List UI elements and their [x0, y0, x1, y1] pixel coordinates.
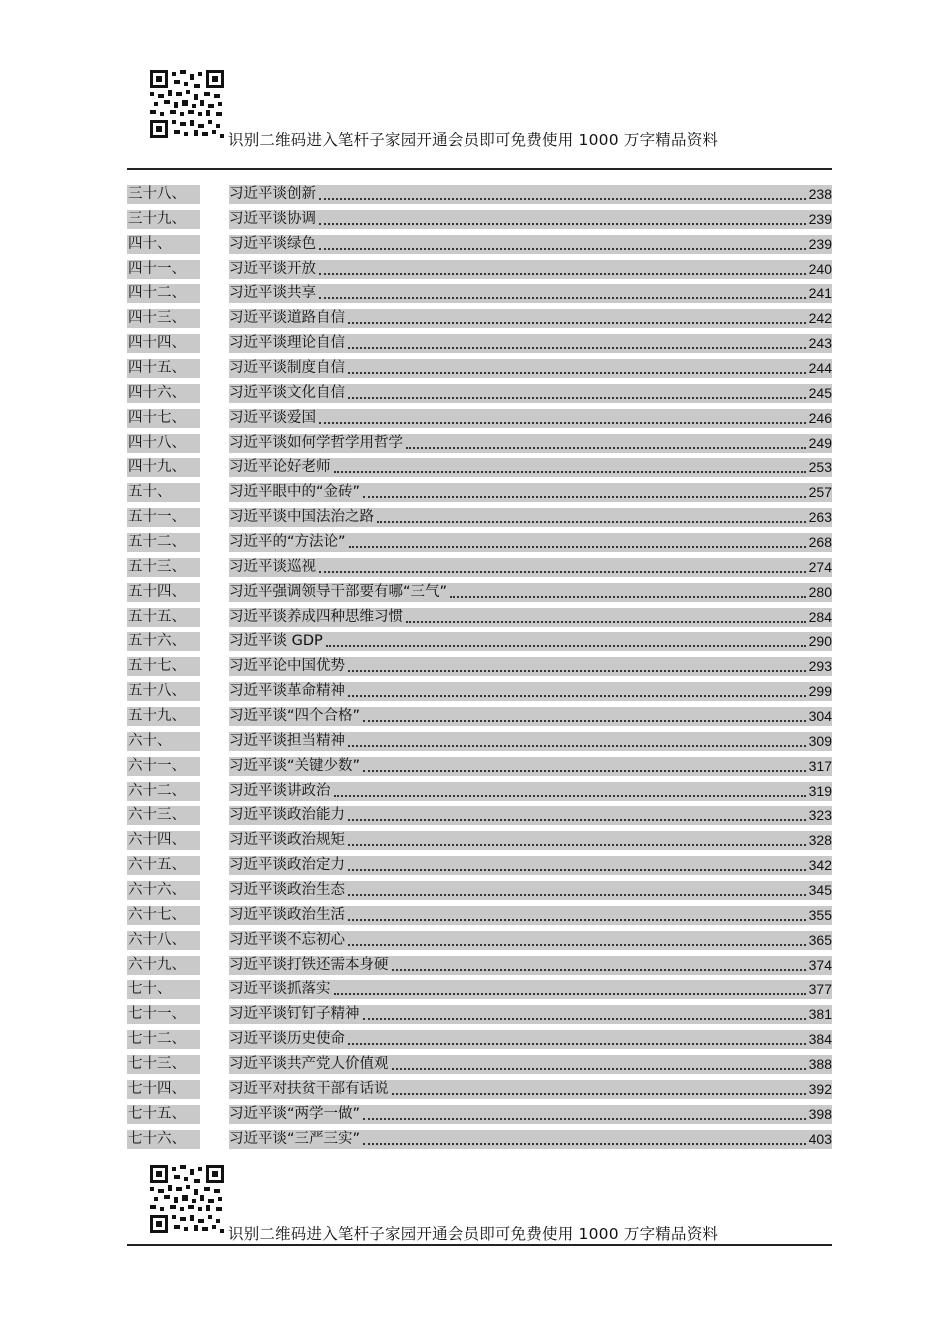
toc-row[interactable]: [127, 853, 832, 878]
toc-dot-leader: [332, 782, 808, 801]
toc-item-gap: [200, 334, 229, 353]
toc-item-page-number: 381: [808, 1006, 832, 1023]
toc-dot-leader: [332, 458, 808, 477]
toc-item-page-number: 392: [808, 1080, 832, 1097]
toc-item-page-number: 245: [808, 384, 832, 401]
toc-item-number: 七十四、: [127, 1080, 200, 1099]
toc-item-number: 七十、: [127, 980, 200, 999]
toc-item-title[interactable]: 习近平谈“三严三实”: [229, 1130, 361, 1147]
toc-item-title[interactable]: 习近平强调领导干部要有哪“三气”: [229, 583, 448, 600]
toc-dot-leader: [361, 483, 808, 502]
footer-rule: [127, 1244, 832, 1246]
toc-item-number: 四十一、: [127, 260, 200, 279]
toc-item-page-number: 384: [808, 1031, 832, 1048]
toc-dot-leader: [346, 831, 808, 850]
toc-dot-leader: [346, 931, 808, 950]
toc-item-number: 四十六、: [127, 384, 200, 403]
toc-dot-leader: [448, 583, 808, 602]
toc-item-gap: [200, 309, 229, 328]
toc-row[interactable]: [127, 679, 832, 704]
toc-item-title[interactable]: 习近平谈如何学哲学用哲学: [229, 434, 403, 451]
toc-dot-leader: [317, 210, 808, 229]
toc-row[interactable]: [127, 1002, 832, 1027]
toc-item-title[interactable]: 习近平谈“四个合格”: [229, 707, 361, 724]
toc-item-gap: [200, 657, 229, 676]
toc-item-title[interactable]: 习近平谈中国法治之路: [229, 509, 374, 526]
toc-item-page-number: 319: [808, 782, 832, 799]
toc-item-number: 六十三、: [127, 806, 200, 825]
toc-item-gap: [200, 931, 229, 950]
toc-item-number: 六十六、: [127, 881, 200, 900]
toc-item-number: 六十、: [127, 732, 200, 751]
toc-item-number: 四十三、: [127, 309, 200, 328]
toc-row[interactable]: [127, 903, 832, 928]
toc-dot-leader: [317, 409, 808, 428]
toc-item-title[interactable]: 习近平谈政治规矩: [229, 832, 345, 849]
toc-row[interactable]: [127, 356, 832, 381]
toc-item-page-number: 274: [808, 558, 832, 575]
toc-item-page-number: 290: [808, 633, 832, 650]
toc-row[interactable]: [127, 704, 832, 729]
toc-item-gap: [200, 284, 229, 303]
toc-item-gap: [200, 533, 229, 552]
toc-dot-leader: [390, 956, 808, 975]
toc-item-page-number: 345: [808, 881, 832, 898]
toc-dot-leader: [324, 632, 808, 651]
toc-row[interactable]: [127, 1077, 832, 1102]
toc-item-gap: [200, 980, 229, 999]
toc-dot-leader: [361, 1105, 808, 1124]
toc-item-page-number: 243: [808, 335, 832, 352]
toc-item-number: 七十五、: [127, 1105, 200, 1124]
toc-item-gap: [200, 682, 229, 701]
toc-row[interactable]: [127, 754, 832, 779]
toc-item-number: 五十六、: [127, 632, 200, 651]
toc-item-title[interactable]: 习近平论中国优势: [229, 658, 345, 675]
toc-item-title[interactable]: 习近平的“方法论”: [229, 533, 346, 550]
toc-item-title[interactable]: 习近平谈爱国: [229, 409, 316, 426]
toc-item-page-number: 263: [808, 509, 832, 526]
qr-code-icon: [150, 70, 224, 138]
qr-code-icon: [150, 1165, 224, 1233]
toc-row[interactable]: [127, 182, 832, 207]
header-banner-text: 识别二维码进入笔杆子家园开通会员即可免费使用 1000 万字精品资料: [228, 131, 719, 149]
toc-item-number: 五十八、: [127, 682, 200, 701]
toc-item-number: 六十四、: [127, 831, 200, 850]
toc-item-title[interactable]: 习近平谈绿色: [229, 235, 316, 252]
toc-item-title[interactable]: 习近平谈革命精神: [229, 683, 345, 700]
toc-item-gap: [200, 409, 229, 428]
toc-item-gap: [200, 806, 229, 825]
toc-row[interactable]: [127, 257, 832, 282]
toc-item-gap: [200, 508, 229, 527]
toc-item-page-number: 238: [808, 185, 832, 202]
toc-dot-leader: [346, 334, 808, 353]
toc-item-number: 四十四、: [127, 334, 200, 353]
toc-row[interactable]: [127, 281, 832, 306]
toc-item-number: 四十八、: [127, 434, 200, 453]
toc-item-title[interactable]: 习近平论好老师: [229, 459, 331, 476]
toc-item-page-number: 268: [808, 533, 832, 550]
toc-item-title[interactable]: 习近平谈抓落实: [229, 981, 331, 998]
toc-item-title[interactable]: 习近平谈道路自信: [229, 310, 345, 327]
toc-dot-leader: [317, 235, 808, 254]
toc-item-title[interactable]: 习近平眼中的“金砖”: [229, 484, 361, 501]
toc-item-page-number: 240: [808, 260, 832, 277]
toc-item-page-number: 246: [808, 409, 832, 426]
toc-dot-leader: [346, 359, 808, 378]
toc-item-title[interactable]: 习近平谈共享: [229, 285, 316, 302]
toc-item-title[interactable]: 习近平谈养成四种思维习惯: [229, 608, 403, 625]
toc-dot-leader: [347, 533, 808, 552]
toc-row[interactable]: [127, 207, 832, 232]
toc-item-number: 四十七、: [127, 409, 200, 428]
toc-row[interactable]: [127, 878, 832, 903]
toc-dot-leader: [361, 707, 808, 726]
toc-dot-leader: [346, 682, 808, 701]
toc-row[interactable]: [127, 381, 832, 406]
toc-row[interactable]: [127, 1027, 832, 1052]
toc-item-gap: [200, 384, 229, 403]
toc-item-number: 六十八、: [127, 931, 200, 950]
toc-dot-leader: [346, 906, 808, 925]
toc-item-gap: [200, 458, 229, 477]
toc-row[interactable]: [127, 828, 832, 853]
toc-item-number: 六十二、: [127, 782, 200, 801]
toc-item-title[interactable]: 习近平谈讲政治: [229, 782, 331, 799]
toc-item-number: 七十六、: [127, 1130, 200, 1149]
toc-item-number: 五十七、: [127, 657, 200, 676]
toc-item-gap: [200, 831, 229, 850]
toc-item-number: 五十四、: [127, 583, 200, 602]
toc-item-number: 六十一、: [127, 757, 200, 776]
toc-row[interactable]: [127, 1052, 832, 1077]
toc-dot-leader: [346, 657, 808, 676]
toc-dot-leader: [317, 558, 808, 577]
toc-dot-leader: [346, 856, 808, 875]
toc-item-gap: [200, 260, 229, 279]
toc-row[interactable]: [127, 580, 832, 605]
toc-item-page-number: 309: [808, 732, 832, 749]
toc-item-title[interactable]: 习近平谈文化自信: [229, 384, 345, 401]
toc-item-page-number: 249: [808, 434, 832, 451]
toc-item-title[interactable]: 习近平谈历史使命: [229, 1031, 345, 1048]
toc-item-title[interactable]: 习近平谈“两学一做”: [229, 1105, 361, 1122]
toc-item-gap: [200, 558, 229, 577]
toc-item-title[interactable]: 习近平谈钉钉子精神: [229, 1006, 360, 1023]
toc-item-number: 五十一、: [127, 508, 200, 527]
toc-item-gap: [200, 583, 229, 602]
toc-item-page-number: 299: [808, 683, 832, 700]
toc-item-page-number: 317: [808, 757, 832, 774]
toc-row[interactable]: [127, 605, 832, 630]
toc-item-title[interactable]: 习近平谈政治生活: [229, 906, 345, 923]
toc-item-gap: [200, 235, 229, 254]
toc-item-title[interactable]: 习近平谈共产党人价值观: [229, 1056, 389, 1072]
toc-dot-leader: [346, 806, 808, 825]
toc-row[interactable]: [127, 331, 832, 356]
toc-item-title[interactable]: 习近平谈“关键少数”: [229, 757, 361, 774]
toc-item-number: 四十五、: [127, 359, 200, 378]
toc-row[interactable]: [127, 232, 832, 257]
toc-item-number: 六十五、: [127, 856, 200, 875]
toc-dot-leader: [346, 732, 808, 751]
toc-item-number: 四十九、: [127, 458, 200, 477]
toc-item-page-number: 365: [808, 931, 832, 948]
toc-dot-leader: [317, 284, 808, 303]
toc-item-title[interactable]: 习近平谈 GDP: [229, 633, 323, 650]
toc-item-title[interactable]: 习近平谈理论自信: [229, 335, 345, 352]
toc-item-gap: [200, 856, 229, 875]
toc-row[interactable]: [127, 953, 832, 978]
toc-row[interactable]: [127, 306, 832, 331]
toc-item-page-number: 388: [808, 1056, 832, 1072]
toc-dot-leader: [346, 309, 808, 328]
toc-item-page-number: 242: [808, 310, 832, 327]
toc-item-title[interactable]: 习近平谈打铁还需本身硬: [229, 956, 389, 973]
toc-item-page-number: 244: [808, 359, 832, 376]
toc-row[interactable]: [127, 1102, 832, 1127]
toc-item-number: 六十七、: [127, 906, 200, 925]
toc-dot-leader: [404, 608, 808, 627]
toc-item-gap: [200, 757, 229, 776]
toc-dot-leader: [332, 980, 808, 999]
toc-row[interactable]: [127, 406, 832, 431]
toc-item-gap: [200, 1005, 229, 1024]
toc-item-page-number: 253: [808, 459, 832, 476]
toc-item-page-number: 280: [808, 583, 832, 600]
toc-item-title[interactable]: 习近平谈制度自信: [229, 359, 345, 376]
toc-item-gap: [200, 1130, 229, 1149]
toc-row[interactable]: [127, 729, 832, 754]
toc-item-number: 五十、: [127, 483, 200, 502]
toc-dot-leader: [361, 757, 808, 776]
toc-dot-leader: [346, 1030, 808, 1049]
toc-row[interactable]: [127, 779, 832, 804]
toc-dot-leader: [375, 508, 808, 527]
toc-dot-leader: [404, 434, 808, 453]
toc-item-number: 五十五、: [127, 608, 200, 627]
table-of-contents: [127, 182, 832, 1152]
toc-item-gap: [200, 732, 229, 751]
toc-item-page-number: 355: [808, 906, 832, 923]
toc-row[interactable]: [127, 654, 832, 679]
toc-item-page-number: 323: [808, 807, 832, 824]
toc-dot-leader: [346, 881, 808, 900]
toc-item-page-number: 241: [808, 285, 832, 302]
toc-item-page-number: 398: [808, 1105, 832, 1122]
toc-item-gap: [200, 1055, 229, 1074]
toc-item-number: 七十三、: [127, 1055, 200, 1074]
toc-item-page-number: 293: [808, 658, 832, 675]
toc-dot-leader: [390, 1055, 808, 1074]
toc-item-page-number: 374: [808, 956, 832, 973]
toc-item-title[interactable]: 习近平谈创新: [229, 185, 316, 202]
toc-row[interactable]: [127, 629, 832, 654]
toc-item-page-number: 257: [808, 484, 832, 501]
toc-item-number: 四十二、: [127, 284, 200, 303]
toc-row[interactable]: [127, 530, 832, 555]
toc-item-gap: [200, 881, 229, 900]
toc-dot-leader: [361, 1005, 808, 1024]
toc-item-page-number: 403: [808, 1130, 832, 1147]
toc-dot-leader: [361, 1130, 808, 1149]
toc-item-number: 六十九、: [127, 956, 200, 975]
toc-item-title[interactable]: 习近平谈政治能力: [229, 807, 345, 824]
toc-dot-leader: [317, 185, 808, 204]
toc-item-number: 七十一、: [127, 1005, 200, 1024]
toc-item-gap: [200, 906, 229, 925]
toc-item-title[interactable]: 习近平谈协调: [229, 210, 316, 227]
toc-item-title[interactable]: 习近平谈政治定力: [229, 857, 345, 874]
toc-row[interactable]: [127, 1127, 832, 1152]
footer-banner-text: 识别二维码进入笔杆子家园开通会员即可免费使用 1000 万字精品资料: [228, 1225, 719, 1243]
toc-row[interactable]: [127, 480, 832, 505]
toc-item-title[interactable]: 习近平谈政治生态: [229, 881, 345, 898]
toc-row[interactable]: [127, 505, 832, 530]
toc-item-gap: [200, 434, 229, 453]
toc-item-page-number: 377: [808, 981, 832, 998]
toc-item-title[interactable]: 习近平谈开放: [229, 260, 316, 277]
toc-item-page-number: 304: [808, 707, 832, 724]
toc-item-gap: [200, 210, 229, 229]
toc-item-title[interactable]: 习近平谈担当精神: [229, 732, 345, 749]
toc-item-page-number: 342: [808, 857, 832, 874]
toc-item-gap: [200, 632, 229, 651]
toc-item-number: 五十三、: [127, 558, 200, 577]
toc-row[interactable]: [127, 978, 832, 1003]
toc-item-page-number: 239: [808, 235, 832, 252]
toc-item-page-number: 328: [808, 832, 832, 849]
toc-item-title[interactable]: 习近平谈巡视: [229, 558, 316, 575]
toc-item-title[interactable]: 习近平谈不忘初心: [229, 931, 345, 948]
toc-item-gap: [200, 185, 229, 204]
toc-item-gap: [200, 1030, 229, 1049]
toc-dot-leader: [346, 384, 808, 403]
toc-row[interactable]: [127, 803, 832, 828]
toc-item-gap: [200, 956, 229, 975]
toc-dot-leader: [390, 1080, 808, 1099]
toc-item-number: 七十二、: [127, 1030, 200, 1049]
toc-item-gap: [200, 608, 229, 627]
toc-item-gap: [200, 1080, 229, 1099]
toc-item-number: 五十二、: [127, 533, 200, 552]
toc-row[interactable]: [127, 555, 832, 580]
toc-item-page-number: 284: [808, 608, 832, 625]
toc-item-gap: [200, 707, 229, 726]
header-rule: [127, 168, 832, 170]
toc-item-gap: [200, 782, 229, 801]
toc-item-number: 三十八、: [127, 185, 200, 204]
toc-item-number: 三十九、: [127, 210, 200, 229]
toc-row[interactable]: [127, 928, 832, 953]
toc-item-gap: [200, 483, 229, 502]
toc-row[interactable]: [127, 455, 832, 480]
toc-item-gap: [200, 1105, 229, 1124]
toc-row[interactable]: [127, 431, 832, 456]
toc-item-gap: [200, 359, 229, 378]
toc-item-number: 四十、: [127, 235, 200, 254]
toc-item-number: 五十九、: [127, 707, 200, 726]
toc-item-page-number: 239: [808, 210, 832, 227]
toc-dot-leader: [317, 260, 808, 279]
toc-item-title[interactable]: 习近平对扶贫干部有话说: [229, 1080, 389, 1097]
